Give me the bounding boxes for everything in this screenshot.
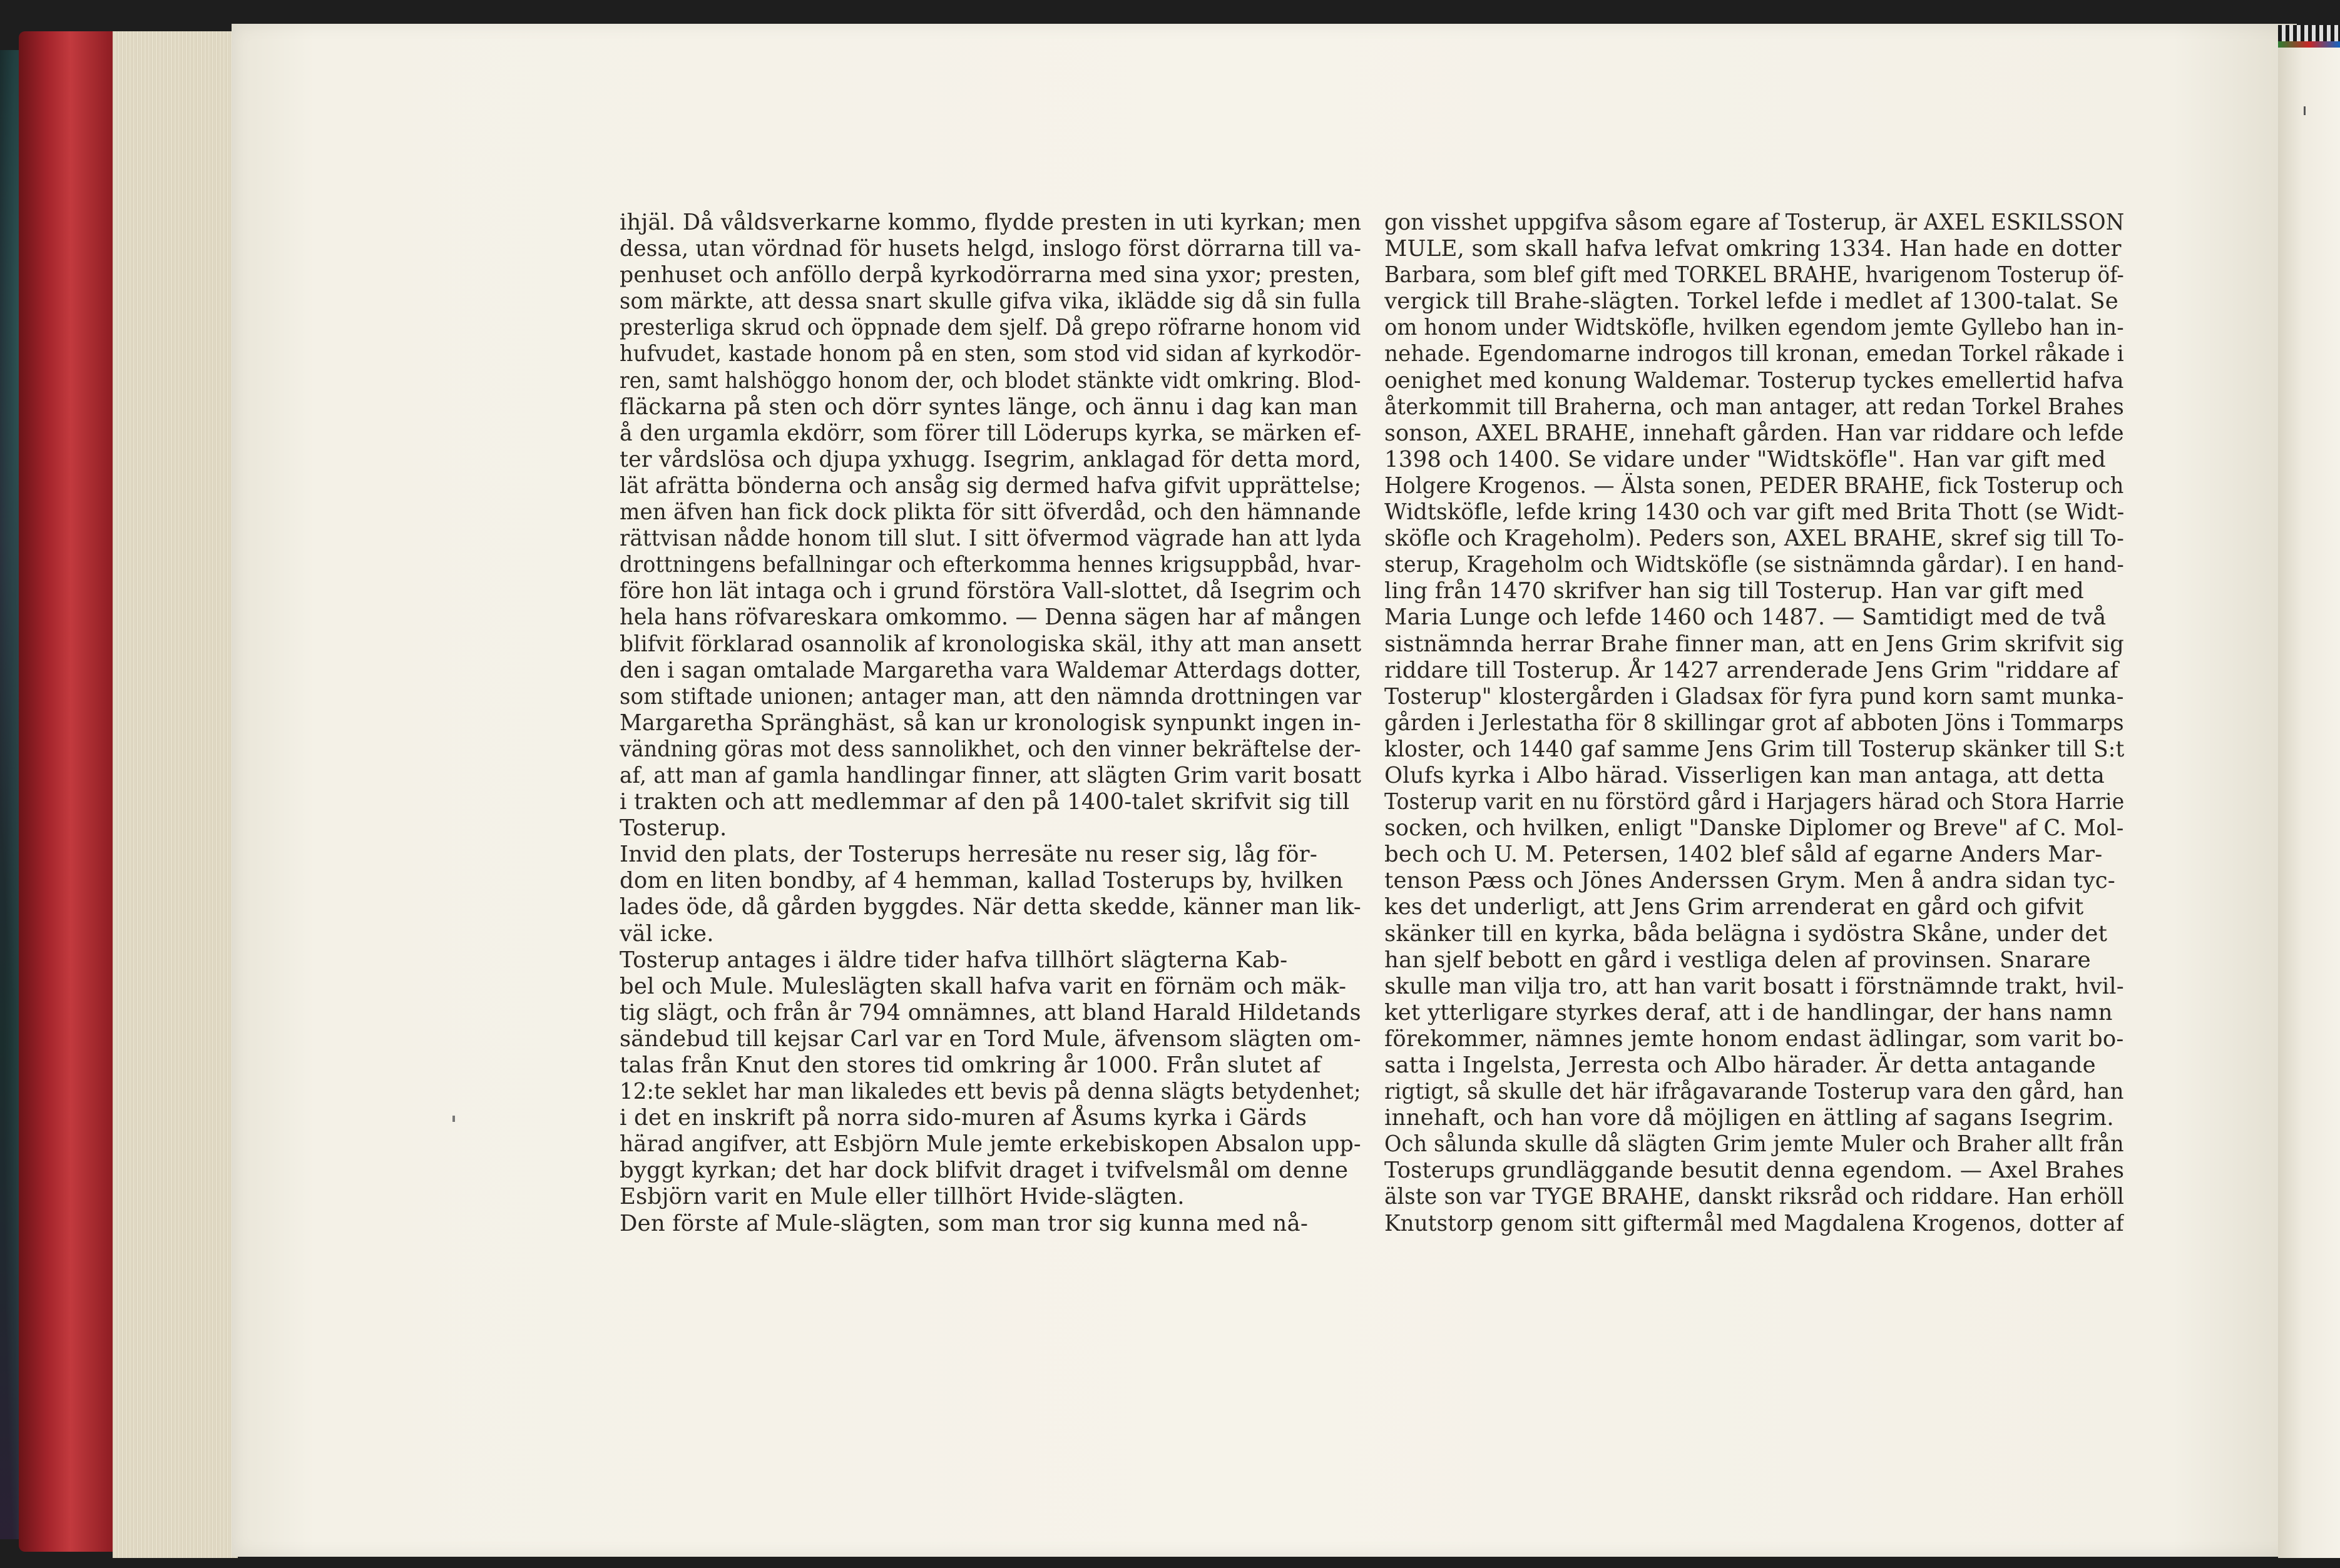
text-line: hufvudet, kastade honom på en sten, som stod vid sidan af kyrkodör- [620,341,1361,367]
text-line: bech och U. M. Petersen, 1402 blef såld af egarne Anders Mar- [1384,842,2103,868]
text-line: sistnämnda herrar Brahe finner man, att en Jens Grim skrifvit sig [1384,631,2124,657]
page-mark [452,1116,455,1122]
text-line: Olufs kyrka i Albo härad. Visserligen kan man antaga, att detta [1384,762,2105,788]
color-calibration-strip [2278,41,2340,48]
text-line: älste son var TYGE BRAHE, danskt riksråd och riddare. Han erhöll [1384,1184,2124,1210]
text-line: ter vårdslösa och djupa yxhugg. Isegrim, anklagad för detta mord, [620,446,1361,472]
text-line: nehade. Egendomarne indrogos till kronan, emedan Torkel råkade i [1384,341,2124,367]
text-line: sterup, Krageholm och Widtsköfle (se sistnämnda gårdar). I en hand- [1384,552,2124,578]
text-line: Tosterups grundläggande besutit denna egendom. — Axel Brahes [1384,1158,2125,1184]
text-line: innehaft, och han vore då möjligen en ättling af sagans Isegrim. [1384,1105,2114,1131]
text-line: dom en liten bondby, af 4 hemman, kallad Tosterups by, hvilken [620,868,1344,894]
text-line: ket ytterligare styrkes deraf, att i de handlingar, der hans namn [1384,999,2113,1026]
text-line: Den förste af Mule-slägten, som man tror sig kunna med nå- [620,1210,1309,1236]
text-line: bel och Mule. Muleslägten skall hafva varit en förnäm och mäk- [620,973,1347,999]
text-line: Och sålunda skulle då slägten Grim jemte Muler och Braher allt från [1384,1131,2124,1158]
text-line: Tosterup" klostergården i Gladsax för fyra pund korn samt munka- [1384,683,2124,710]
book-cover-red [19,31,113,1552]
text-line: socken, och hvilken, enligt "Danske Diplomer og Breve" af C. Mol- [1384,815,2124,842]
text-line: som stiftade unionen; antager man, att den nämnda drottningen var [620,683,1361,710]
text-line: lät afrätta bönderna och ansåg sig dermed hafva gifvit upprättelse; [620,472,1362,499]
text-line: i trakten och att medlemmar af den på 1400-talet skrifvit sig till [620,789,1350,815]
text-line: före hon lät intaga och i grund förstöra Vall-slottet, då Isegrim och [620,578,1361,604]
text-line: byggt kyrkan; det har dock blifvit draget i tvifvelsmål om denne [620,1158,1349,1184]
text-line: Tosterup. [620,815,727,842]
text-line: sonson, AXEL BRAHE, innehaft gården. Han var riddare och lefde [1384,420,2124,446]
text-line: MULE, som skall hafva lefvat omkring 1334. Han hade en dotter [1384,236,2122,262]
text-line: ihjäl. Då våldsverkarne kommo, flydde presten in uti kyrkan; men [620,210,1361,235]
text-line: talas från Knut den stores tid omkring år 1000. Från slutet af [620,1052,1321,1078]
text-line: tig slägt, och från år 794 omnämnes, att bland Harald Hildetands [620,999,1361,1026]
text-line: ren, samt halshöggo honom der, och blodet stänkte vidt omkring. Blod- [620,367,1361,394]
text-line: i det en inskrift på norra sido-muren af Åsums kyrka i Gärds [620,1105,1307,1131]
text-line: vändning göras mot dess sannolikhet, och den vinner bekräftelse der- [620,736,1361,762]
text-line: Barbara, som blef gift med TORKEL BRAHE, hvarigenom Tosterup öf- [1384,262,2124,288]
facing-page-edge [2278,31,2340,1558]
text-line: dessa, utan vördnad för husets helgd, inslogo först dörrarna till va- [620,236,1361,262]
text-line: skänker till en kyrka, båda belägna i sydöstra Skåne, under det [1384,920,2108,947]
text-line: härad angifver, att Esbjörn Mule jemte erkebiskopen Absalon upp- [620,1131,1361,1158]
text-line: tenson Pæss och Jönes Anderssen Grym. Men å andra sidan tyc- [1384,868,2115,894]
page-mark-right [2304,106,2306,115]
text-line: satta i Ingelsta, Jerresta och Albo härader. Är detta antagande [1384,1052,2096,1078]
text-line: förekommer, nämnes jemte honom endast ädlingar, som varit bo- [1384,1026,2124,1052]
text-line: den i sagan omtalade Margaretha vara Waldemar Atterdags dotter, [620,657,1361,683]
text-line: ling från 1470 skrifver han sig till Tosterup. Han var gift med [1384,578,2084,604]
text-line: Maria Lunge och lefde 1460 och 1487. — Samtidigt med de två [1384,604,2107,631]
left-text-column [620,210,1361,1237]
text-line: 12:te seklet har man likaledes ett bevis på denna slägts betydenhet; [620,1079,1361,1105]
text-line: kes det underligt, att Jens Grim arrenderat en gård och gifvit [1384,894,2084,920]
text-line: hela hans röfvareskara omkommo. — Denna sägen har af mången [620,604,1361,631]
text-line: rigtigt, så skulle det här ifrågavarande Tosterup vara den gård, han [1384,1079,2124,1105]
text-line: återkommit till Braherna, och man antager, att redan Torkel Brahes [1384,394,2124,420]
text-line: riddare till Tosterup. År 1427 arrenderade Jens Grim "riddare af [1384,657,2118,683]
text-line: rättvisan nådde honom till slut. I sitt öfvermod vägrade han att lyda [620,526,1362,552]
text-line: Widtsköfle, lefde kring 1430 och var gift med Brita Thott (se Widt- [1384,499,2125,526]
text-line: Tosterup varit en nu förstörd gård i Harjagers härad och Stora Harrie [1384,789,2125,815]
text-line: väl icke. [620,920,714,947]
scale-ruler [2278,25,2340,41]
text-line: gården i Jerlestatha för 8 skillingar grot af abboten Jöns i Tommarps [1384,710,2124,736]
text-line: blifvit förklarad osannolik af kronologiska skäl, ithy att man ansett [620,631,1361,657]
text-line: 1398 och 1400. Se vidare under "Widtsköfle". Han var gift med [1384,446,2106,472]
text-line: kloster, och 1440 gaf samme Jens Grim till Tosterup skänker till S:t [1384,736,2125,762]
text-line: skulle man vilja tro, att han varit bosatt i förstnämnde trakt, hvil- [1384,973,2124,999]
right-text-column [1384,210,2124,1237]
text-line: Esbjörn varit en Mule eller tillhört Hvide-slägten. [620,1184,1185,1210]
text-line: oenighet med konung Waldemar. Tosterup tyckes emellertid hafva [1384,367,2124,394]
text-line: å den urgamla ekdörr, som förer till Löderups kyrka, se märken ef- [620,420,1361,446]
text-line: presterliga skrud och öppnade dem sjelf. Då grepo röfrarne honom vid [620,315,1361,341]
text-line: sköfle och Krageholm). Peders son, AXEL BRAHE, skref sig till To- [1384,526,2125,552]
page-edges [113,31,238,1558]
text-line: Tosterup antages i äldre tider hafva tillhört slägterna Kab- [620,947,1288,973]
text-line: vergick till Brahe-slägten. Torkel lefde i medlet af 1300-talat. Se [1384,288,2118,315]
text-line: som märkte, att dessa snart skulle gifva vika, iklädde sig då sin fulla [620,288,1361,315]
text-line: Invid den plats, der Tosterups herresäte nu reser sig, låg för- [620,842,1318,868]
text-line: om honom under Widtsköfle, hvilken egendom jemte Gyllebo han in- [1384,315,2124,341]
text-line: lades öde, då gården byggdes. När detta skedde, känner man lik- [620,894,1361,920]
text-line: men äfven han fick dock plikta för sitt öfverdåd, och den hämnande [620,499,1361,526]
text-line: Holgere Krogenos. — Älsta sonen, PEDER BRAHE, fick Tosterup och [1384,472,2124,499]
text-line: drottningens befallningar och efterkomma hennes krigsuppbåd, hvar- [620,552,1361,578]
text-line: penhuset och anföllo derpå kyrkodörrarna med sina yxor; presten, [620,262,1361,288]
text-line: han sjelf bebott en gård i vestliga delen af provinsen. Snarare [1384,947,2091,973]
text-line: Knutstorp genom sitt giftermål med Magdalena Krogenos, dotter af [1384,1210,2124,1236]
text-line: Margaretha Spränghäst, så kan ur kronologisk synpunkt ingen in- [620,710,1361,736]
text-line: fläckarna på sten och dörr syntes länge, och ännu i dag kan man [620,394,1358,420]
text-line: af, att man af gamla handlingar finner, att slägten Grim varit bosatt [620,762,1362,788]
text-line: sändebud till kejsar Carl var en Tord Mule, äfvensom slägten om- [620,1026,1361,1052]
text-line: gon visshet uppgifva såsom egare af Tosterup, är AXEL ESKILSSON [1384,210,2125,235]
